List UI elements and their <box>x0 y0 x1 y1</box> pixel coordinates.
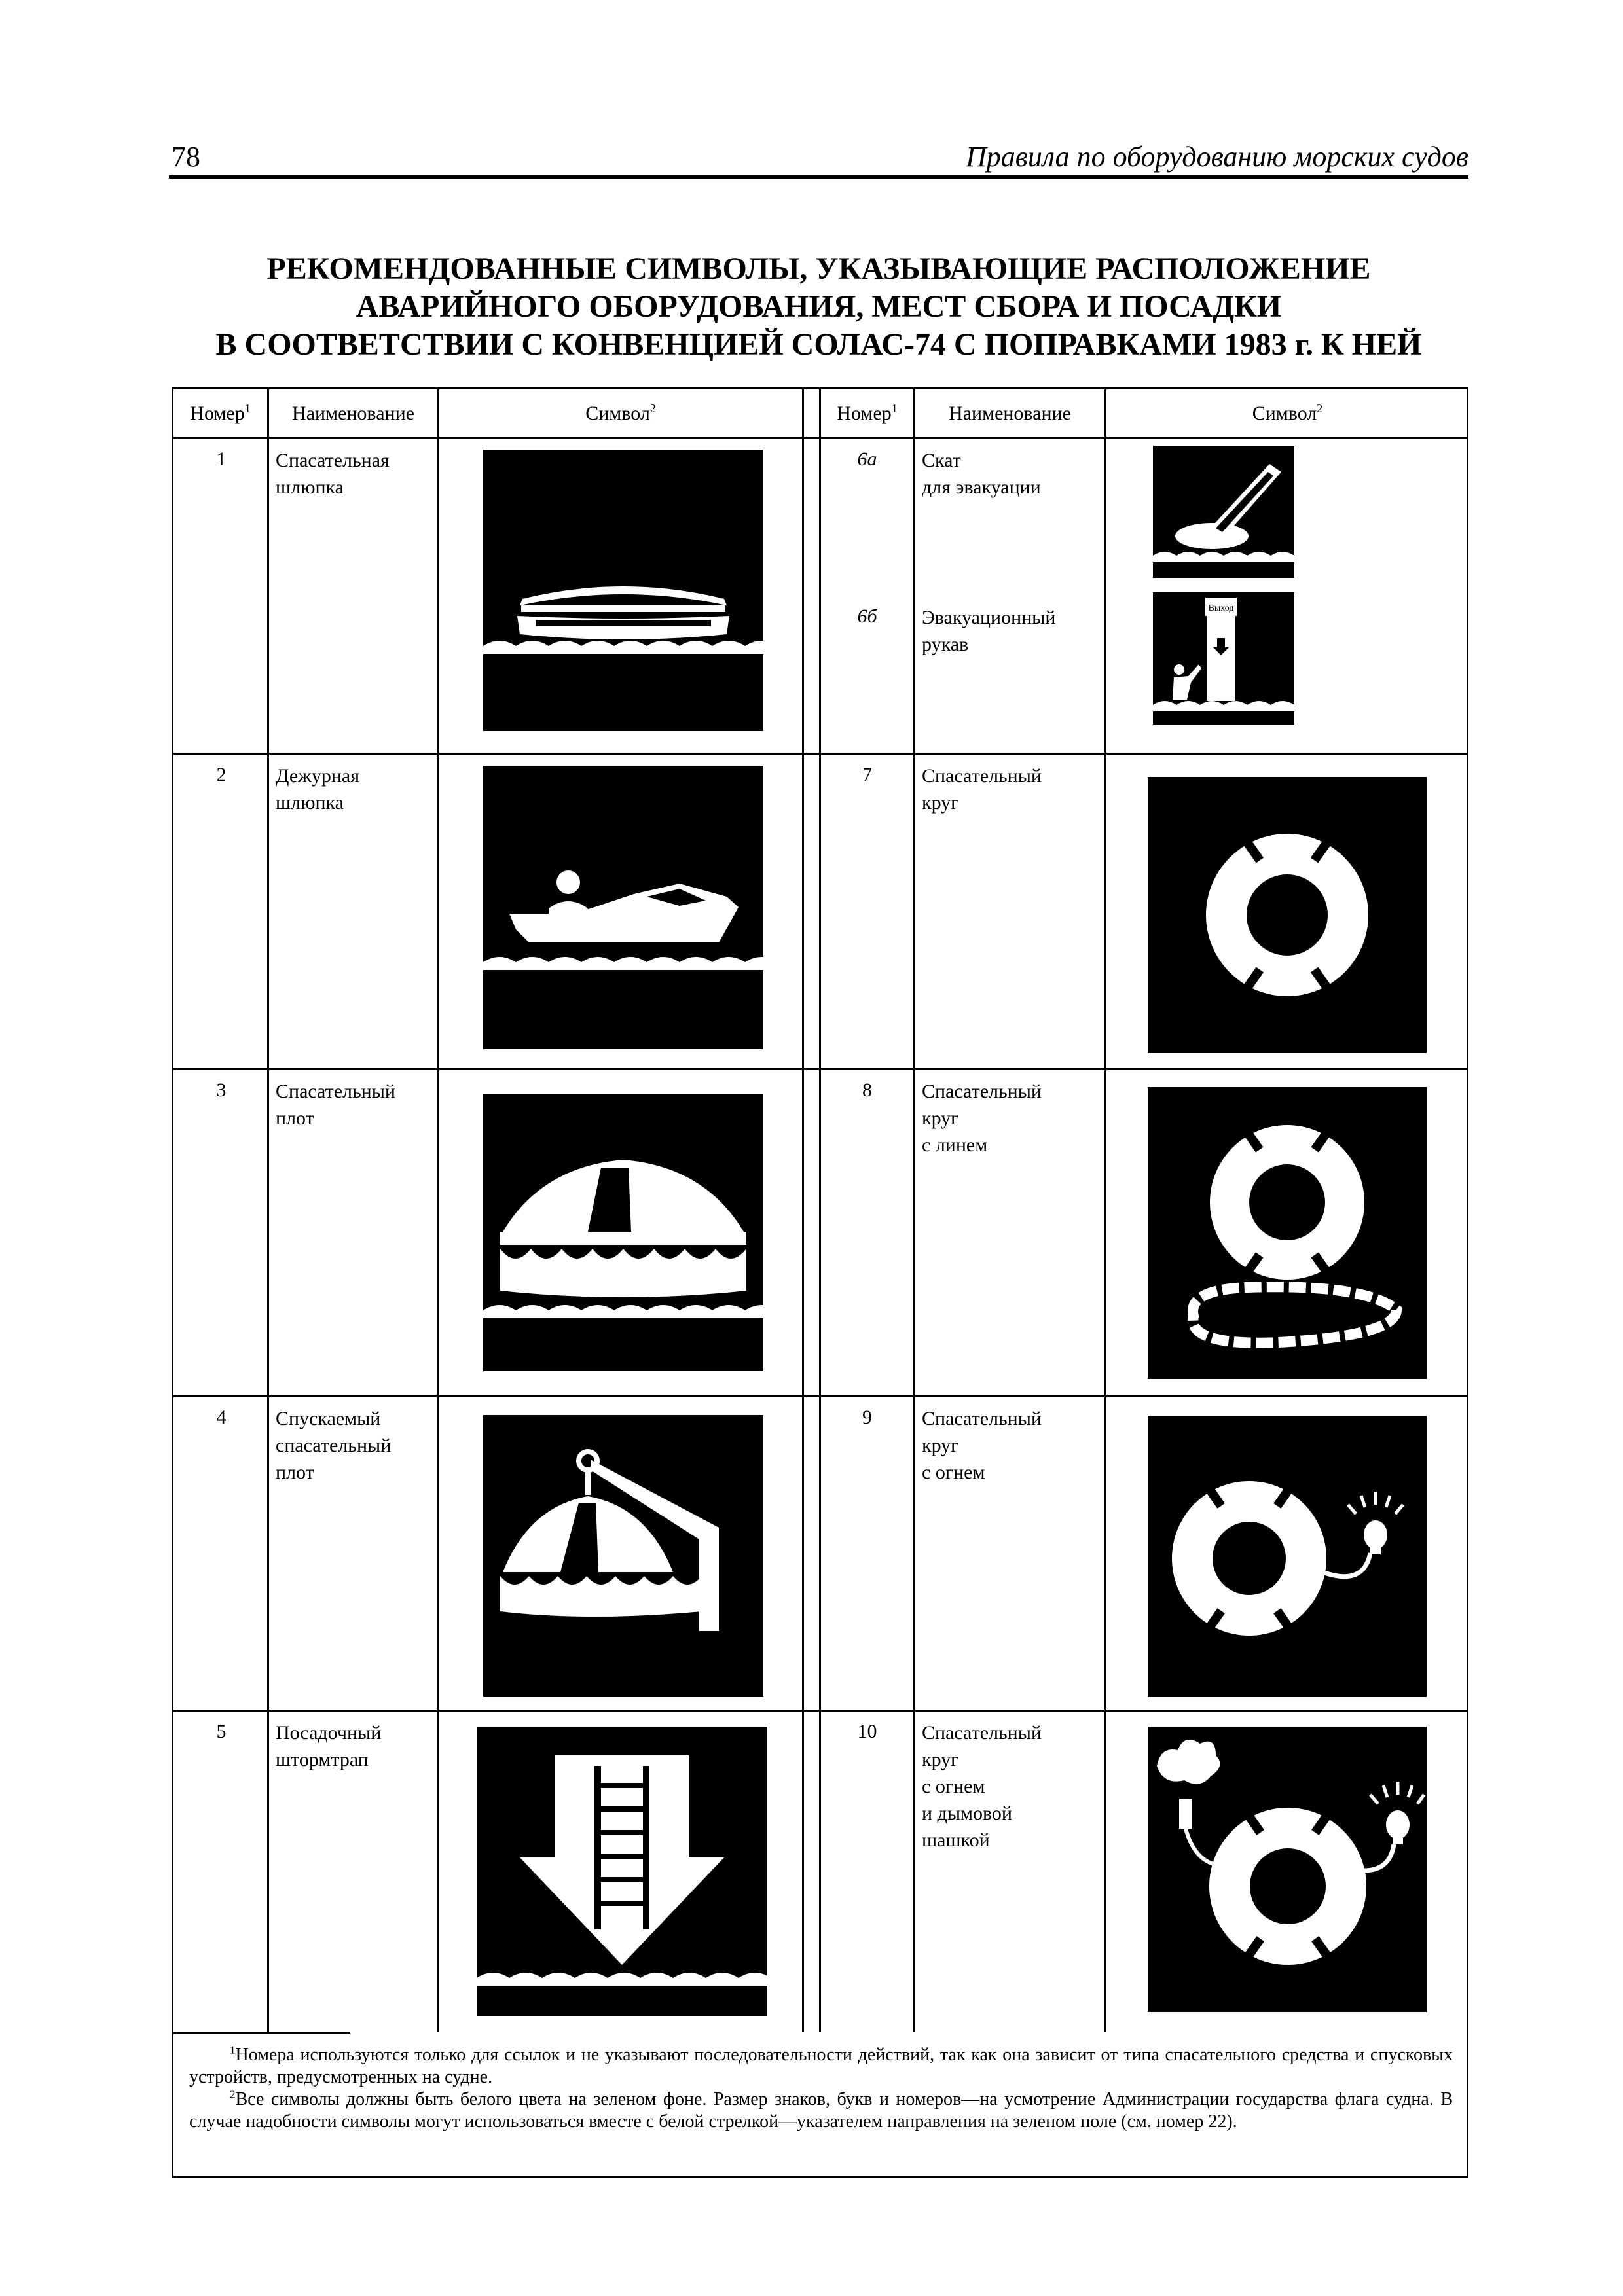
title-line-1: РЕКОМЕНДОВАННЫЕ СИМВОЛЫ, УКАЗЫВАЮЩИЕ РАСПОЛОЖЕНИЕ <box>266 251 1371 286</box>
row-number: 5 <box>216 1721 227 1742</box>
column-divider <box>802 389 804 2032</box>
evacuation-slide-icon <box>1153 446 1294 578</box>
lifebuoy-icon <box>1148 777 1427 1053</box>
header-name-right: Наименование <box>949 403 1071 424</box>
header-rule <box>169 175 1468 179</box>
header-symbol-left: Символ$^2$ <box>585 402 656 424</box>
row-name: Спасательный круг <box>922 765 1042 814</box>
row-number: 6б <box>857 605 877 627</box>
lifebuoy-with-light-icon <box>1148 1416 1427 1697</box>
row-number: 6а <box>857 448 877 470</box>
evacuation-chute-icon <box>1153 592 1294 725</box>
row-name: Скат для эвакуации <box>922 450 1041 498</box>
row-number: 10 <box>857 1721 877 1742</box>
notes-divider <box>173 2032 350 2034</box>
header-symbol-right: Символ$^2$ <box>1252 402 1323 424</box>
liferaft-icon <box>483 1094 763 1371</box>
title-line-3: В СООТВЕТСТВИИ С КОНВЕНЦИЕЙ СОЛАС-74 С ПОПРАВКАМИ 1983 г. К НЕЙ <box>215 327 1422 362</box>
column-divider <box>819 389 821 2032</box>
embarkation-ladder-icon <box>477 1727 767 2016</box>
row-name: Спасательный круг с огнем <box>922 1408 1042 1483</box>
column-divider <box>1104 389 1106 2032</box>
davit-launched-liferaft-icon <box>483 1415 763 1697</box>
footnotes <box>189 2044 1453 2133</box>
row-divider <box>173 1068 1467 1070</box>
row-number: 7 <box>862 764 872 785</box>
header-number-left: Номер$^1$ <box>190 402 251 424</box>
row-name: Спасательная шлюпка <box>276 450 390 498</box>
page-number: 78 <box>172 141 200 173</box>
chute-exit-label: Выход <box>1208 603 1234 613</box>
lifeboat-icon <box>483 450 763 731</box>
header-number-right: Номер$^1$ <box>837 402 898 424</box>
row-number: 9 <box>862 1407 872 1428</box>
column-divider <box>267 389 269 2032</box>
row-name: Спасательный круг с огнем и дымовой шашкой <box>922 1722 1042 1851</box>
page-title <box>169 250 1468 364</box>
title-line-2: АВАРИЙНОГО ОБОРУДОВАНИЯ, МЕСТ СБОРА И ПОСАДКИ <box>356 289 1282 324</box>
row-number: 2 <box>216 764 227 785</box>
row-number: 4 <box>216 1407 227 1428</box>
header-name-left: Наименование <box>292 403 414 424</box>
symbols-table <box>172 387 1468 2178</box>
row-number: 3 <box>216 1079 227 1101</box>
rescue-boat-icon <box>483 766 763 1049</box>
row-number: 8 <box>862 1079 872 1101</box>
row-name: Посадочный штормтрап <box>276 1722 382 1770</box>
row-divider <box>173 1710 1467 1712</box>
row-name: Спасательный круг с линем <box>922 1081 1042 1156</box>
row-name: Эвакуационный рукав <box>922 607 1056 655</box>
row-divider <box>173 1395 1467 1397</box>
running-title: Правила по оборудованию морских судов <box>965 141 1468 173</box>
row-number: 1 <box>216 448 227 470</box>
row-name: Спасательный плот <box>276 1081 395 1129</box>
row-name: Спускаемый спасательный плот <box>276 1408 392 1483</box>
lifebuoy-with-line-icon <box>1148 1087 1427 1379</box>
column-divider <box>437 389 439 2032</box>
column-divider <box>913 389 915 2032</box>
lifebuoy-with-light-and-smoke-icon <box>1148 1727 1427 2012</box>
row-divider <box>173 753 1467 755</box>
footnote-2: $^2$Все символы должны быть белого цвета на зеленом фоне. Размер знаков, букв и номеров—на усмотрение Администрации государства флага судна. В случае надобности символы могут использоваться вместе с белой стрелкой—указателем направления на зеленом поле (см. номер 22). <box>189 2088 1453 2132</box>
footnote-1: $^1$Номера используются только для ссылок и не указывают последовательности действий, так как она зависит от типа спасательного средства и спусковых устройств, предусмотренных на судне. <box>189 2043 1453 2087</box>
row-name: Дежурная шлюпка <box>276 765 360 814</box>
